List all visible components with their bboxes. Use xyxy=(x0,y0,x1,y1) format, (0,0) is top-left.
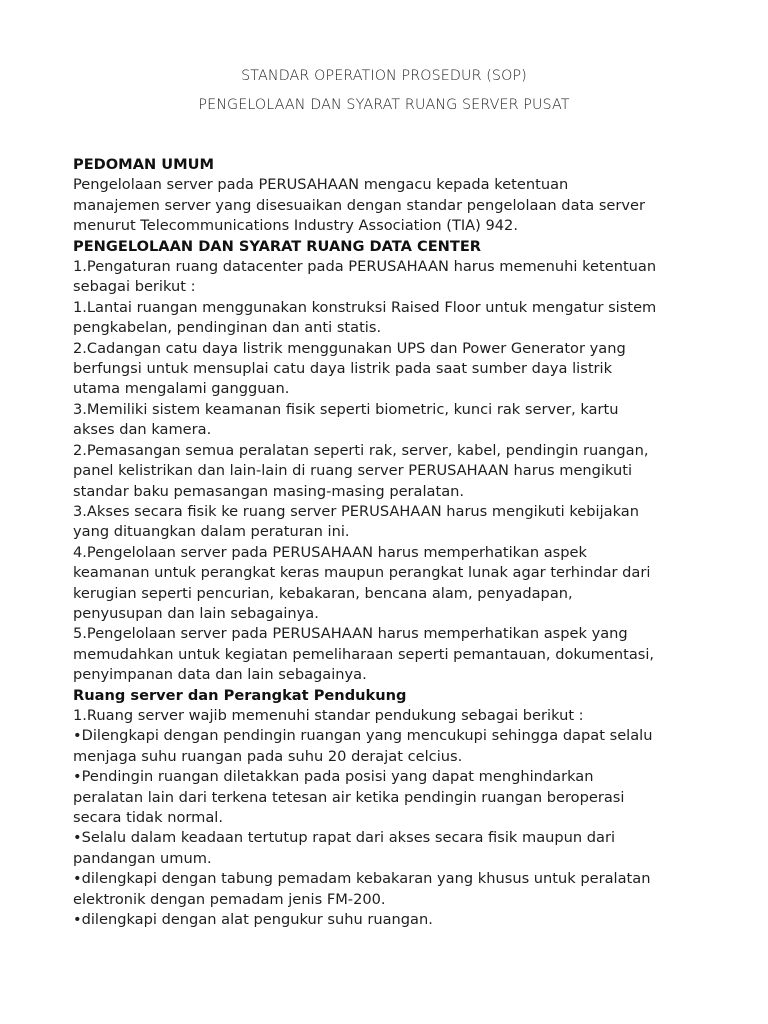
paragraph: 1.Pengaturan ruang datacenter pada PERUSAHAAN harus memenuhi ketentuan sebagai berikut : xyxy=(73,258,657,296)
paragraph: 2.Pemasangan semua peralatan seperti rak, server, kabel, pendingin ruangan, panel kelistrikan dan lain-lain di ruang server PERUSAHAAN harus mengikuti standar baku pemasangan masing-masing peralatan. xyxy=(73,441,649,500)
paragraph: 5.Pengelolaan server pada PERUSAHAAN harus memperhatikan aspek yang memudahkan untuk kegiatan pemeliharaan seperti pemantauan, dokumentasi, penyimpanan data dan lain sebagainya. xyxy=(73,625,655,684)
paragraph: 3.Akses secara fisik ke ruang server PERUSAHAAN harus mengikuti kebijakan yang dituangkan dalam peraturan ini. xyxy=(73,502,639,541)
paragraph: 4.Pengelolaan server pada PERUSAHAAN harus memperhatikan aspek keamanan untuk perangkat keras maupun perangkat lunak agar terhindar dari kerugian seperti pencurian, kebakaran, bencana alam, penyadapan, penyusupan dan lain sebagainya. xyxy=(73,543,651,622)
bullet-item: •Dilengkapi dengan pendingin ruangan yang mencukupi sehingga dapat selalu menjaga suhu ruangan pada suhu 20 derajat celcius. xyxy=(73,727,653,765)
document-body xyxy=(73,155,713,930)
paragraph: 3.Memiliki sistem keamanan fisik seperti biometric, kunci rak server, kartu akses dan kamera. xyxy=(73,400,619,439)
paragraph: 2.Cadangan catu daya listrik menggunakan UPS dan Power Generator yang berfungsi untuk mensuplai catu daya listrik pada saat sumber daya listrik utama mengalami gangguan. xyxy=(73,339,626,398)
document-subtitle: PENGELOLAAN DAN SYARAT RUANG SERVER PUSAT xyxy=(198,97,570,113)
document-title: STANDAR OPERATION PROSEDUR (SOP) xyxy=(241,68,527,84)
paragraph: Pengelolaan server pada PERUSAHAAN mengacu kepada ketentuan manajemen server yang disesuaikan dengan standar pengelolaan data server menurut Telecommunications Industry Association (TIA) 942. xyxy=(73,176,646,235)
paragraph: 1.Ruang server wajib memenuhi standar pendukung sebagai berikut : xyxy=(73,706,584,724)
section-heading-pedoman-umum: PEDOMAN UMUM xyxy=(73,156,215,173)
paragraph: 1.Lantai ruangan menggunakan konstruksi Raised Floor untuk mengatur sistem pengkabelan, pendinginan dan anti statis. xyxy=(73,298,657,337)
section-heading-ruang-server: Ruang server dan Perangkat Pendukung xyxy=(73,686,407,704)
bullet-item: •dilengkapi dengan tabung pemadam kebakaran yang khusus untuk peralatan elektronik dengan pemadam jenis FM-200. xyxy=(73,870,651,908)
bullet-item: •dilengkapi dengan alat pengukur suhu ruangan. xyxy=(73,911,433,929)
bullet-item: •Pendingin ruangan diletakkan pada posisi yang dapat menghindarkan peralatan lain dari terkena tetesan air ketika pendingin ruangan beroperasi secara tidak normal. xyxy=(73,768,625,826)
section-heading-data-center: PENGELOLAAN DAN SYARAT RUANG DATA CENTER xyxy=(73,237,482,255)
bullet-item: •Selalu dalam keadaan tertutup rapat dari akses secara fisik maupun dari pandangan umum. xyxy=(73,829,616,867)
